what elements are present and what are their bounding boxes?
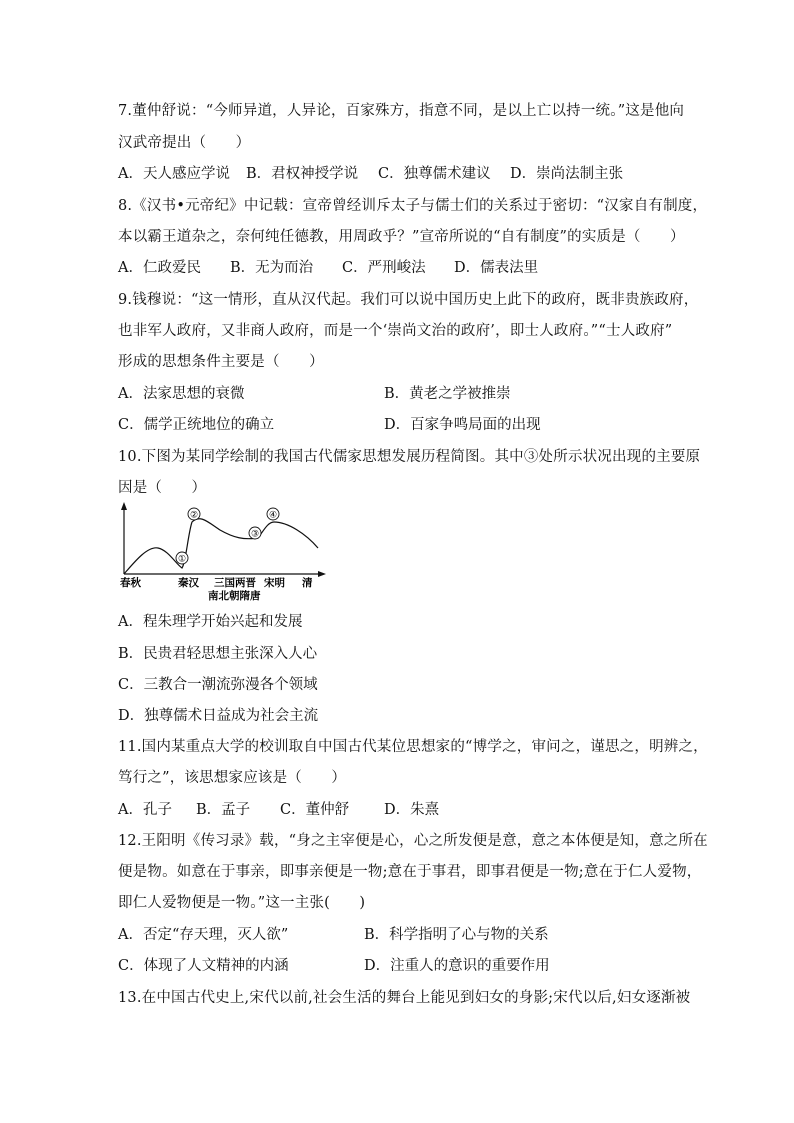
q9-stem-line1: 9.钱穆说：“这一情形，直从汉代起。我们可以说中国历史上此下的政府，既非贵族政府， (118, 292, 699, 308)
q7-option-a: A．天人感应学说 (118, 166, 230, 182)
q7-stem-line2: 汉武帝提出（ ） (118, 135, 251, 151)
q7-option-b: B．君权神授学说 (246, 166, 359, 182)
q13-stem-line1: 13.在中国古代史上,宋代以前,社会生活的舞台上能见到妇女的身影;宋代以后,妇女逐渐被 (118, 990, 691, 1006)
q11-option-d: D．朱熹 (384, 802, 440, 818)
x-tick-label: 春秋 (120, 577, 141, 589)
q12-option-a: A．否定“存天理，灭人欲” (118, 927, 289, 943)
confucianism-development-chart (116, 500, 328, 605)
q8-stem-line1: 8.《汉书•元帝纪》中记载：宣帝曾经训斥太子与儒士们的关系过于密切：“汉家自有制度， (118, 198, 708, 214)
q8-stem-line2: 本以霸王道杂之，奈何纯任德教，用周政乎？”宣帝所说的“自有制度”的实质是（ ） (118, 229, 685, 245)
q10-option-b: B．民贵君轻思想主张深入人心 (118, 646, 318, 662)
q12-stem-line2: 便是物。如意在于事亲，即事亲便是一物;意在于事君，即事君便是一物;意在于仁人爱物， (118, 864, 702, 880)
x-tick-sublabel: 南北朝隋唐 (208, 590, 261, 602)
x-tick-label: 秦汉 (178, 577, 199, 589)
q7-option-c: C．独尊儒术建议 (378, 166, 491, 182)
q11-option-c: C．董仲舒 (280, 802, 350, 818)
x-axis-arrow (318, 571, 326, 577)
trend-curve (124, 519, 318, 574)
q10-option-c: C．三教合一潮流弥漫各个领域 (118, 677, 318, 693)
x-tick-label: 三国两晋 (214, 577, 256, 589)
y-axis-arrow (121, 502, 127, 510)
q8-option-b: B．无为而治 (230, 260, 314, 276)
marker-1 (176, 552, 188, 565)
q11-stem-line1: 11.国内某重点大学的校训取自中国古代某位思想家的“博学之，审问之，谨思之，明辨之， (118, 739, 708, 755)
marker-1-label: ① (177, 554, 187, 565)
q8-option-a: A．仁政爱民 (118, 260, 201, 276)
q9-option-a: A．法家思想的衰微 (118, 386, 245, 402)
x-tick-label: 清 (302, 577, 313, 589)
q9-stem-line3: 形成的思想条件主要是（ ） (118, 354, 324, 370)
q10-stem-line1: 10.下图为某同学绘制的我国古代儒家思想发展历程简图。其中③处所示状况出现的主要原 (118, 449, 701, 465)
q8-option-d: D．儒表法里 (454, 260, 539, 276)
marker-4 (267, 508, 279, 521)
q12-option-b: B．科学指明了心与物的关系 (364, 927, 549, 943)
q12-stem-line1: 12.王阳明《传习录》载，“身之主宰便是心，心之所发便是意，意之本体便是知，意之所在 (118, 833, 708, 849)
q12-stem-line3: 即仁人爱物便是一物。”这一主张( ) (118, 895, 366, 911)
chart-svg (116, 500, 328, 605)
marker-2 (188, 508, 200, 521)
q11-option-b: B．孟子 (196, 802, 251, 818)
q12-option-d: D．注重人的意识的重要作用 (364, 958, 550, 974)
q12-option-c: C．体现了人文精神的内涵 (118, 958, 289, 974)
q11-stem-line2: 笃行之”，该思想家应该是（ ） (118, 770, 347, 786)
q9-option-d: D．百家争鸣局面的出现 (384, 417, 541, 433)
q9-stem-line2: 也非军人政府，又非商人政府，而是一个‘崇尚文治的政府’，即士人政府。”“士人政府” (118, 323, 673, 339)
q10-option-d: D．独尊儒术日益成为社会主流 (118, 708, 319, 724)
x-tick-label: 宋明 (264, 577, 285, 589)
q10-option-a: A．程朱理学开始兴起和发展 (118, 614, 303, 630)
marker-3-label: ③ (250, 529, 260, 540)
q8-option-c: C．严刑峻法 (342, 260, 426, 276)
q7-option-d: D．崇尚法制主张 (510, 166, 624, 182)
q9-option-b: B．黄老之学被推崇 (384, 386, 511, 402)
marker-3 (249, 527, 261, 540)
marker-2-label: ② (189, 510, 199, 521)
q11-option-a: A．孔子 (118, 802, 172, 818)
q7-stem-line1: 7.董仲舒说：“今师异道，人异论，百家殊方，指意不同，是以上亡以持一统。”这是他向 (118, 103, 685, 119)
marker-4-label: ④ (268, 510, 278, 521)
q9-option-c: C．儒学正统地位的确立 (118, 417, 275, 433)
q10-stem-line2: 因是（ ） (118, 480, 207, 496)
